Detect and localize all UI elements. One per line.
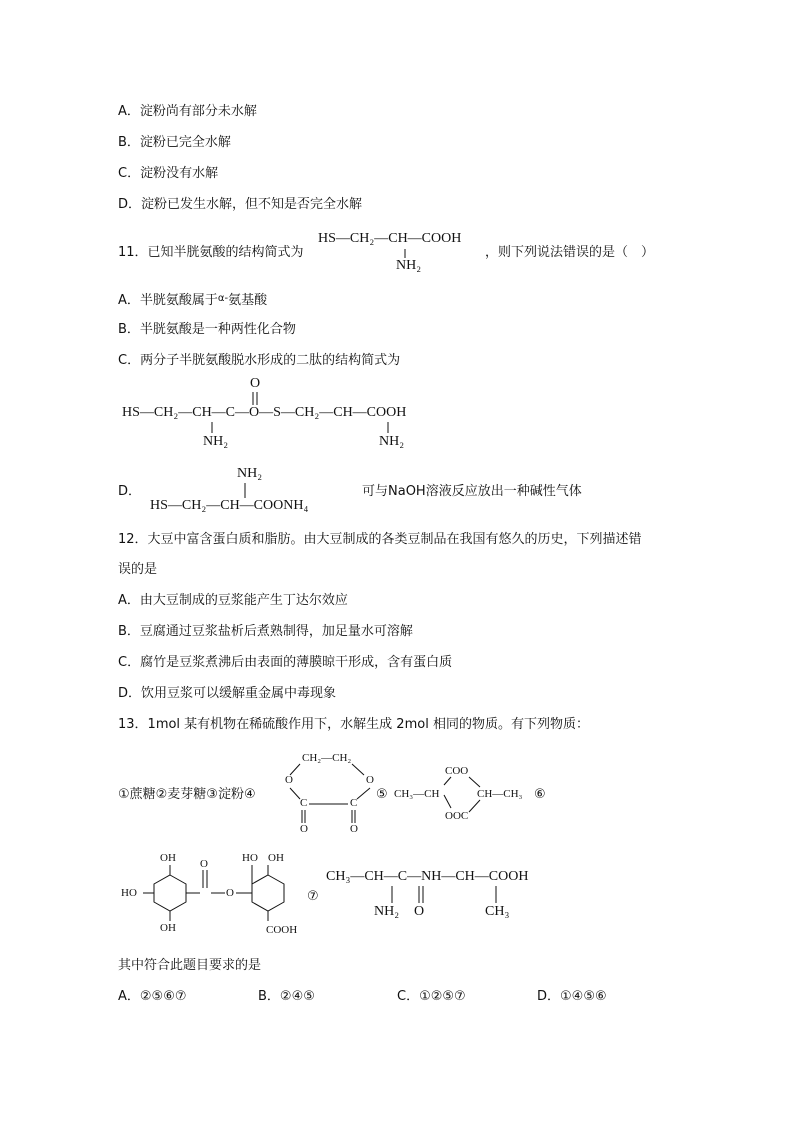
q11-formula: HS—CH₂—CH—COOH [318,231,462,246]
q10-option-d: D．淀粉已发生水解，但不知是否完全水解 [118,197,363,212]
q13-s4-co-left: O [300,823,308,835]
q13-gallate-oh-1: OH [160,852,176,864]
q13-s4-ch2: CH₂—CH₂ [302,752,352,764]
q10-option-a: A．淀粉尚有部分未水解 [118,104,257,119]
q12-option-c: C．腐竹是豆浆煮沸后由表面的薄膜晾干形成，含有蛋白质 [118,655,453,670]
q13-answer-c: C．①②⑤⑦ [397,989,466,1004]
q11-option-d-nh2: NH₂ [237,466,263,481]
q13-s4-c-left: C [300,797,308,809]
q13-gallate-ho-top: HO [242,852,258,864]
q13-items-label: ①蔗糖②麦芽糖③淀粉④ [118,787,256,802]
q13-gallate-carbonyl-o: O [200,858,208,870]
q11-stem-prefix: 11．已知半胱氨酸的结构简式为 [118,245,304,260]
q13-s7-formula: CH₃—CH—C—NH—CH—COOH [326,869,529,884]
q13-conclusion: 其中符合此题目要求的是 [118,958,262,973]
q13-s7-nh2: NH₂ [374,904,400,919]
q13-s5-coo: COO [445,765,469,777]
q11-option-c: C．两分子半胱氨酸脱水形成的二肽的结构简式为 [118,353,401,368]
q11-option-a-suffix: 氨基酸 [228,293,268,308]
q13-s5-ch3-right: CH—CH₃ [477,788,523,800]
q13-s7-ch3: CH₃ [485,904,510,919]
q13-gallate-oh-3: OH [160,922,176,934]
q11-formula-nh2: NH₂ [396,258,422,273]
q13-item-5: ⑤ [376,787,388,802]
q13-answer-d: D．①④⑤⑥ [537,989,607,1004]
q13-s4-c-right: C [350,797,358,809]
q13-s7-o: O [414,904,425,919]
q11-option-d-formula: HS—CH₂—CH—COONH₄ [150,498,309,513]
q13-s5-ch3-left: CH₃—CH [394,788,440,800]
q13-s4-co-right: O [350,823,358,835]
q12-option-d: D．饮用豆浆可以缓解重金属中毒现象 [118,686,337,701]
q11-option-a-alpha: α- [217,293,229,304]
q11-option-c-formula: HS—CH₂—CH—C—O—S—CH₂—CH—COOH [122,405,407,420]
q13-answer-a: A．②⑤⑥⑦ [118,989,187,1004]
q13-gallate-ho: HO [121,887,137,899]
q13-answer-b: B．②④⑤ [258,989,315,1004]
q11-option-d-label: D． [118,484,142,499]
q11-option-c-carbonyl-o: O [250,376,261,391]
q13-s5-ooc: OOC [445,810,469,822]
q13-item-7: ⑦ [307,889,319,904]
q12-option-a: A．由大豆制成的豆浆能产生丁达尔效应 [118,593,348,608]
q11-stem-suffix: ，则下列说法错误的是（ ） [485,245,655,260]
q13-gallate-oh-top: OH [268,852,284,864]
q13-stem: 13．1mol 某有机物在稀硫酸作用下，水解生成 2mol 相同的物质。有下列物质： [118,717,589,732]
q13-gallate-ester-o: O [226,887,234,899]
q11-option-c-nh2-1: NH₂ [203,434,229,449]
q12-option-b: B．豆腐通过豆浆盐析后煮熟制得，加足量水可溶解 [118,624,413,639]
q11-option-c-nh2-2: NH₂ [379,434,405,449]
q11-option-d-text: 可与NaOH溶液反应放出一种碱性气体 [362,484,582,499]
q13-s4-o-right: O [366,774,374,786]
q12-stem-line2: 误的是 [118,562,158,577]
q12-stem-line1: 12．大豆中富含蛋白质和脂肪。由大豆制成的各类豆制品在我国有悠久的历史，下列描述错 [118,532,642,547]
q10-option-c: C．淀粉没有水解 [118,166,219,181]
q13-gallate-cooh: COOH [266,924,298,936]
q10-option-b: B．淀粉已完全水解 [118,135,231,150]
q11-option-a-prefix: A．半胱氨酸属于 [118,293,218,308]
q13-item-6: ⑥ [534,787,546,802]
q13-s4-o-left: O [285,774,293,786]
q11-option-b: B．半胱氨酸是一种两性化合物 [118,322,296,337]
